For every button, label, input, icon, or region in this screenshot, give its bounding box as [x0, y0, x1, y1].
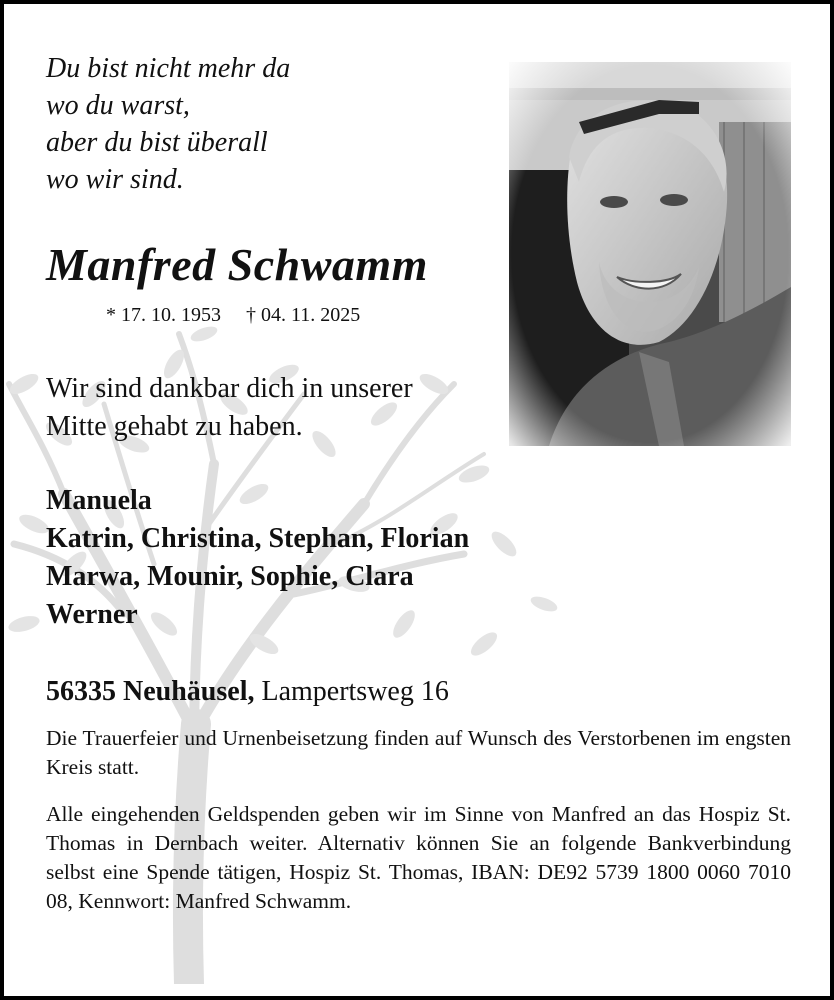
life-dates	[106, 304, 360, 327]
birth-date: * 17. 10. 1953	[106, 304, 221, 326]
gratitude-text	[46, 370, 413, 446]
death-date: † 04. 11. 2025	[246, 304, 361, 326]
address	[46, 676, 449, 708]
gratitude-line: Mitte gehabt zu haben.	[46, 411, 303, 442]
mourners-line: Manuela	[46, 485, 152, 516]
funeral-info: Die Trauerfeier und Urnenbeisetzung finden auf Wunsch des Verstorbenen im engsten Kreis statt.	[46, 726, 791, 779]
poem	[46, 50, 290, 198]
mourners-line: Marwa, Mounir, Sophie, Clara	[46, 561, 414, 592]
gratitude-line: Wir sind dankbar dich in unserer	[46, 373, 413, 404]
deceased-name: Manfred Schwamm	[46, 239, 428, 290]
mourners-line: Werner	[46, 599, 138, 630]
mourners-line: Katrin, Christina, Stephan, Florian	[46, 523, 470, 554]
poem-line: wo du warst,	[46, 90, 190, 121]
address-street: Lampertsweg 16	[261, 676, 449, 707]
portrait-photo	[509, 62, 791, 446]
poem-line: Du bist nicht mehr da	[46, 53, 291, 84]
mourners-list	[46, 482, 469, 634]
poem-line: wo wir sind.	[46, 164, 184, 195]
donation-info: Alle eingehenden Geldspenden geben wir im Sinne von Manfred an das Hospiz St. Thomas in Dernbach weiter. Alternativ können Sie an folgende Bankverbindung selbst eine Spende tätigen, Hospiz St. Thomas, IBAN: DE92 5739 1800 0060 7010 08, Kennwort: Manfred Schwamm.	[46, 802, 791, 913]
poem-line: aber du bist überall	[46, 127, 268, 158]
address-city: 56335 Neuhäusel,	[46, 676, 255, 707]
